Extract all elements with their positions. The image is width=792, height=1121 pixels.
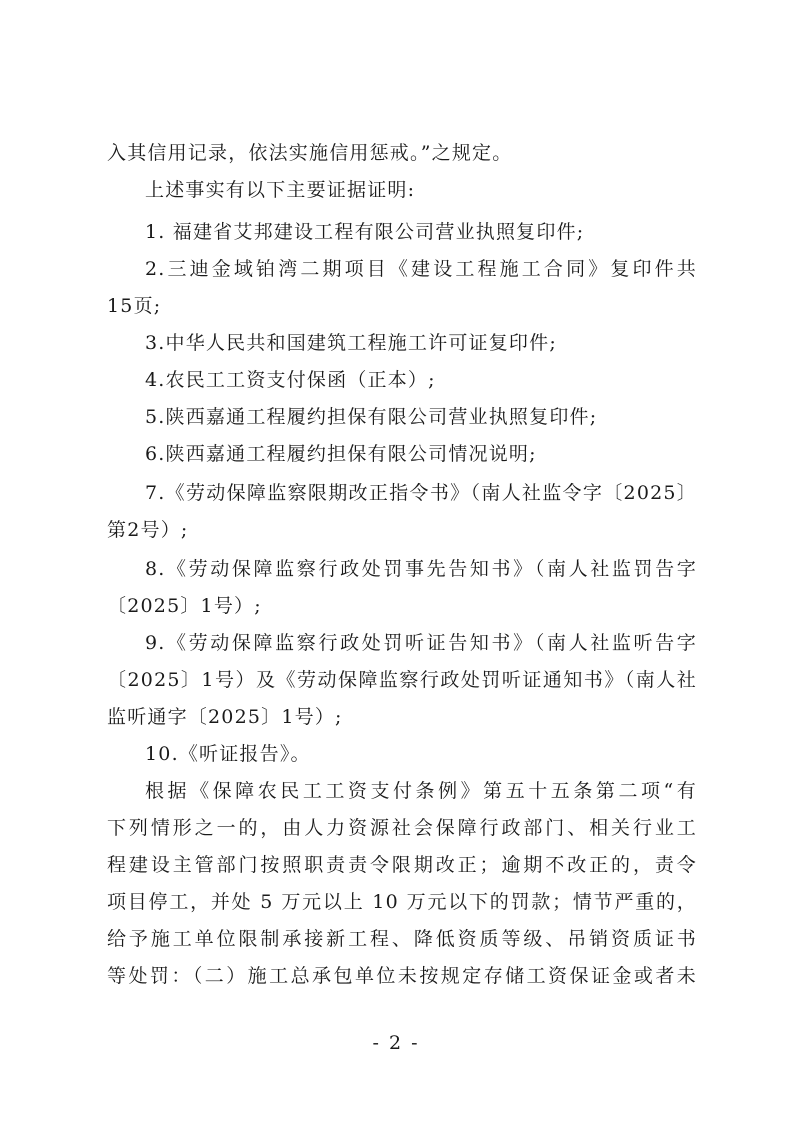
evidence-item-1: 1. 福建省艾邦建设工程有限公司营业执照复印件; [145,221,585,243]
evidence-item-4: 4.农民工工资支付保函（正本）; [145,369,436,391]
evidence-item-8-continued: 〔2025〕1号）; [107,595,262,617]
evidence-item-8: 8.《劳动保障监察行政处罚事先告知书》（南人社监罚告字 [145,558,697,580]
evidence-intro: 上述事实有以下主要证据证明: [145,179,416,201]
evidence-item-10: 10.《听证报告》。 [145,743,311,765]
evidence-item-2: 2.三迪金域铂湾二期项目《建设工程施工合同》复印件共 [145,258,697,280]
evidence-item-7: 7.《劳动保障监察限期改正指令书》（南人社监令字〔2025〕 [145,482,697,504]
evidence-item-9-continued-2: 监听通字〔2025〕1号）; [107,706,343,728]
evidence-item-9: 9.《劳动保障监察行政处罚听证告知书》（南人社监听告字 [145,632,697,654]
evidence-item-7-continued: 第2号）; [107,519,189,541]
legal-basis-line-5: 给予施工单位限制承接新工程、降低资质等级、吊销资质证书 [107,928,697,950]
evidence-item-2-continued: 15页; [107,295,162,317]
evidence-item-6: 6.陕西嘉通工程履约担保有限公司情况说明; [145,443,537,465]
evidence-item-3: 3.中华人民共和国建筑工程施工许可证复印件; [145,332,557,354]
page-number: - 2 - [372,1032,420,1054]
legal-basis-line-4: 项目停工，并处 5 万元以上 10 万元以下的罚款；情节严重的， [107,891,697,913]
legal-basis-line-2: 下列情形之一的，由人力资源社会保障行政部门、相关行业工 [107,817,697,839]
paragraph-continuation-line: 入其信用记录，依法实施信用惩戒。”之规定。 [107,142,513,164]
legal-basis-line-3: 程建设主管部门按照职责责令限期改正；逾期不改正的，责令 [107,854,697,876]
evidence-item-9-continued: 〔2025〕1号）及《劳动保障监察行政处罚听证通知书》（南人社 [107,669,697,691]
evidence-item-5: 5.陕西嘉通工程履约担保有限公司营业执照复印件; [145,406,598,428]
legal-basis-paragraph: 根据《保障农民工工资支付条例》第五十五条第二项“有 [145,780,697,802]
legal-basis-line-6: 等处罚：（二）施工总承包单位未按规定存储工资保证金或者未 [107,965,697,987]
